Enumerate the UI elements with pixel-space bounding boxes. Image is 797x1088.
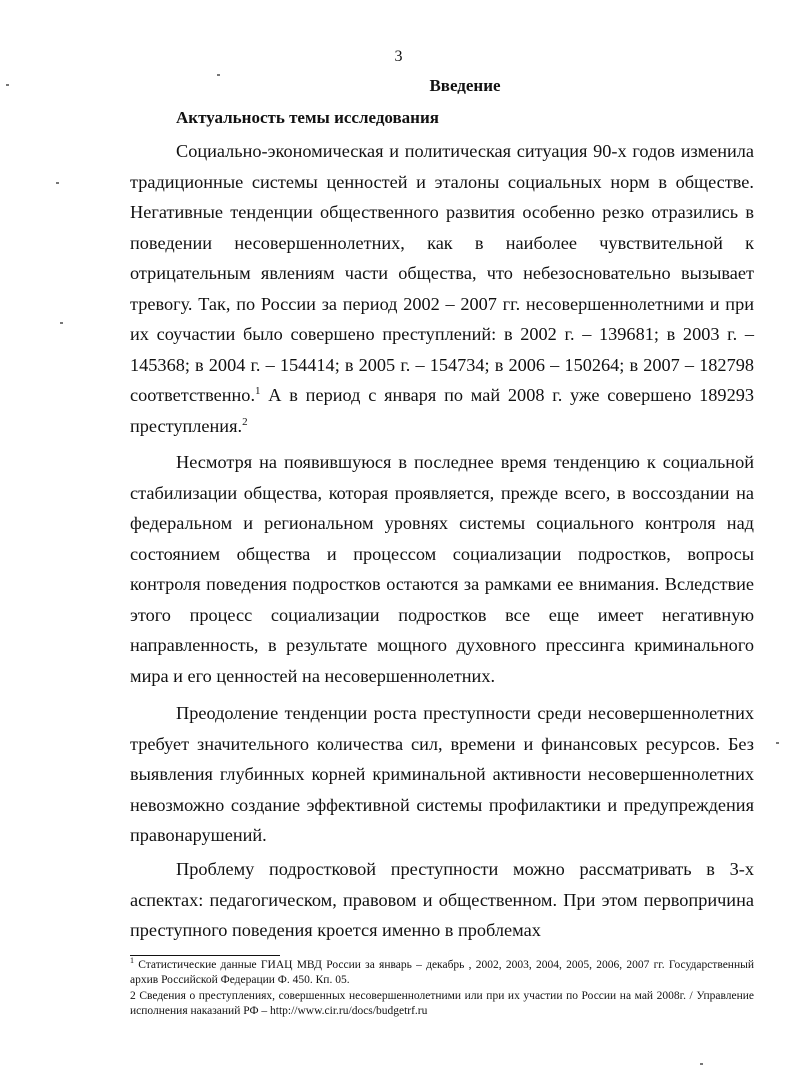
paragraph-relevance: [130, 136, 754, 441]
footnote-ref-2: 2: [242, 415, 248, 428]
page-number: 3: [394, 48, 403, 65]
paragraph-aspects: [130, 854, 754, 946]
footnote-1: [130, 958, 754, 988]
subsection-heading: Актуальность темы исследования: [176, 108, 439, 127]
paragraph-text: Социально-экономическая и политическая ситуация 90-х годов изменила традиционные системы ценностей и эталоны социальных норм в обществе. Негативные тенденции общественного развития особенно резко отразились в поведении несовершеннолетних, как в наиболее чувствительной к отрицательным явлениям части общества, что небезосновательно вызывает тревогу. Так, по России за период 2002 – 2007 гг. несовершеннолетними и при их соучастии было совершено преступлений: в 2002 г. – 139681; в 2003 г. – 145368; в 2004 г. – 154414; в 2005 г. – 154734; в 2006 – 150264; в 2007 – 182798 соответственно.: [130, 141, 754, 405]
footnote-1-text: Статистические данные ГИАЦ МВД России за январь – декабрь , 2002, 2003, 2004, 2005, 2006, 2007 гг. Государственный архив Российской Федерации Ф. 450. Кп. 05.: [130, 959, 754, 986]
paragraph-stabilization: [130, 447, 754, 691]
scan-speck: [776, 742, 779, 744]
scan-speck: [6, 84, 9, 86]
footnote-ref-1: 1: [255, 384, 261, 397]
scan-speck: [60, 322, 63, 324]
scan-speck: [217, 74, 220, 76]
section-heading: Введение: [429, 76, 501, 95]
footnote-2: 2 Сведения о преступлениях, совершенных несовершеннолетними или при их участии по России на май 2008г. / Управление исполнения наказаний РФ – http://www.cir.ru/docs/budgetrf.ru: [130, 990, 754, 1017]
paragraph-text: Преодоление тенденции роста преступности среди несовершеннолетних требует значительного количества сил, времени и финансовых ресурсов. Без выявления глубинных корней криминальной активности несовершеннолетних невозможно создание эффективной системы профилактики и предупреждения правонарушений.: [130, 703, 754, 845]
paragraph-text: Несмотря на появившуюся в последнее время тенденцию к социальной стабилизации общества, которая проявляется, прежде всего, в воссоздании на федеральном и региональном уровнях системы социального контроля над состоянием общества и процессом социализации подростков, вопросы контроля поведения подростков остаются за рамками ее внимания. Вследствие этого процесс социализации подростков все еще имеет негативную направленность, в результате мощного духовного прессинга криминального мира и его ценностей на несовершеннолетних.: [130, 452, 754, 686]
scan-speck: [56, 182, 59, 184]
footnote-1-mark: 1: [130, 956, 134, 966]
paragraph-overcoming: [130, 698, 754, 851]
scan-speck: [700, 1063, 703, 1065]
paragraph-text-continued: А в период с января по май 2008 г. уже совершено 189293 преступления.: [130, 385, 754, 436]
footnote-separator: [130, 955, 280, 956]
paragraph-text: Проблему подростковой преступности можно рассматривать в 3-х аспектах: педагогическом, правовом и общественном. При этом первопричина преступного поведения кроется именно в проблемах: [130, 859, 754, 940]
footnotes: [130, 958, 754, 1020]
